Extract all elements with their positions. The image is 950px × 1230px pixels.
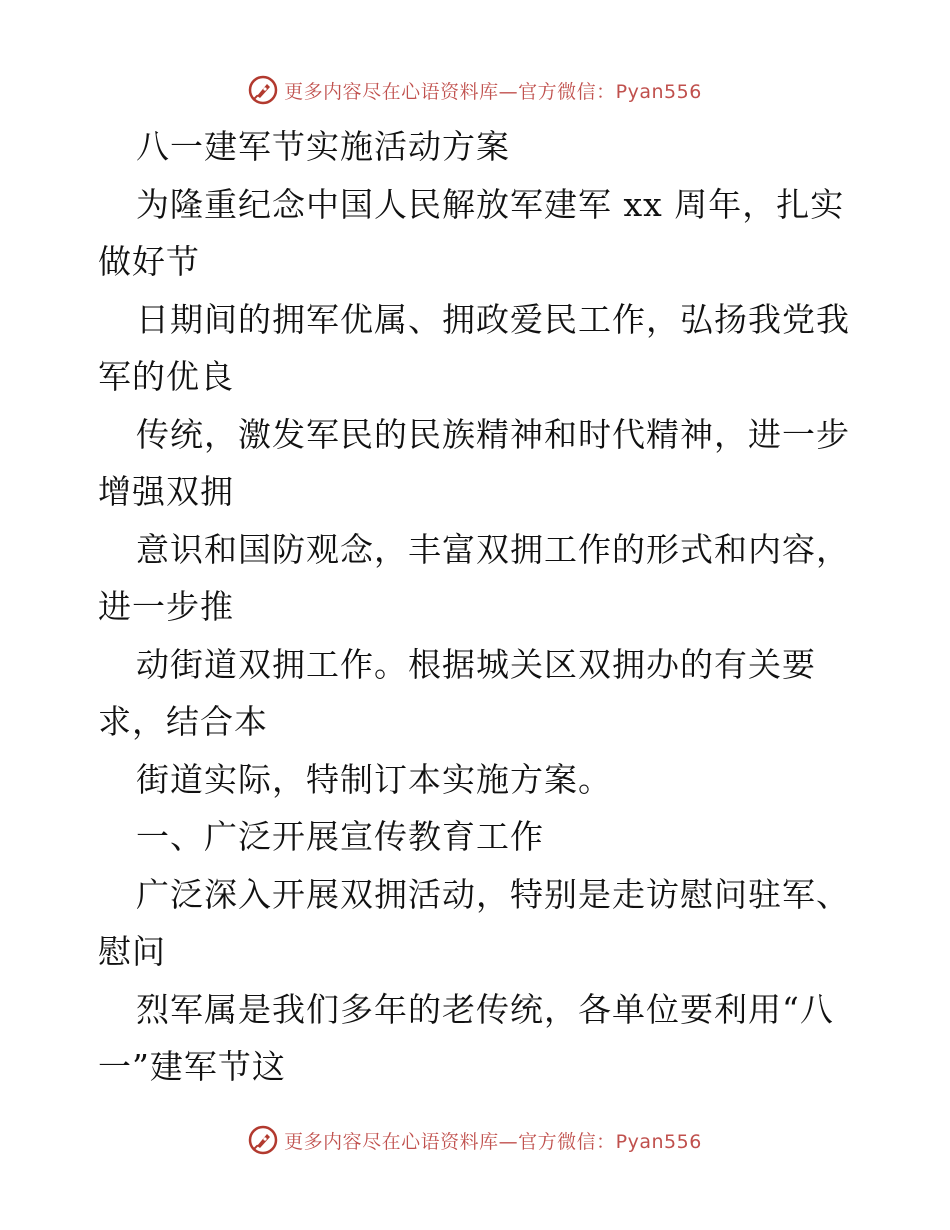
paragraph-line: 为隆重纪念中国人民解放军建军 xx 周年，扎实 <box>136 184 845 224</box>
paragraph-line: 增强双拥 <box>98 472 234 511</box>
document-title: 八一建军节实施活动方案 <box>136 127 510 166</box>
paragraph-line: 一”建军节这 <box>98 1047 286 1086</box>
document-body <box>98 118 854 1096</box>
paragraph-line: 慰问 <box>98 932 166 971</box>
paragraph-line: 动街道双拥工作。根据城关区双拥办的有关要 <box>136 644 816 684</box>
paragraph-line: 传统，激发军民的民族精神和时代精神，进一步 <box>136 414 850 454</box>
paragraph-line: 军的优良 <box>98 357 234 396</box>
paragraph-line: 进一步推 <box>98 587 234 626</box>
section-heading: 一、广泛开展宣传教育工作 <box>136 817 544 856</box>
paragraph-line: 做好节 <box>98 242 200 281</box>
paragraph-line: 日期间的拥军优属、拥政爱民工作，弘扬我党我 <box>136 299 850 339</box>
paragraph-line: 广泛深入开展双拥活动，特别是走访慰问驻军、 <box>136 874 850 914</box>
watermark-text: 更多内容尽在心语资料库—官方微信：Pyan556 <box>284 1130 702 1153</box>
pen-nib-logo-icon <box>248 75 278 105</box>
paragraph-line: 求，结合本 <box>98 702 268 741</box>
watermark-text: 更多内容尽在心语资料库—官方微信：Pyan556 <box>284 80 702 103</box>
header-watermark <box>0 70 950 110</box>
pen-nib-logo-icon <box>248 1125 278 1155</box>
paragraph-line: 意识和国防观念，丰富双拥工作的形式和内容， <box>136 529 850 569</box>
footer-watermark <box>0 1120 950 1160</box>
paragraph-line: 街道实际，特制订本实施方案。 <box>136 759 612 799</box>
paragraph-line: 烈军属是我们多年的老传统，各单位要利用“八 <box>136 989 834 1029</box>
